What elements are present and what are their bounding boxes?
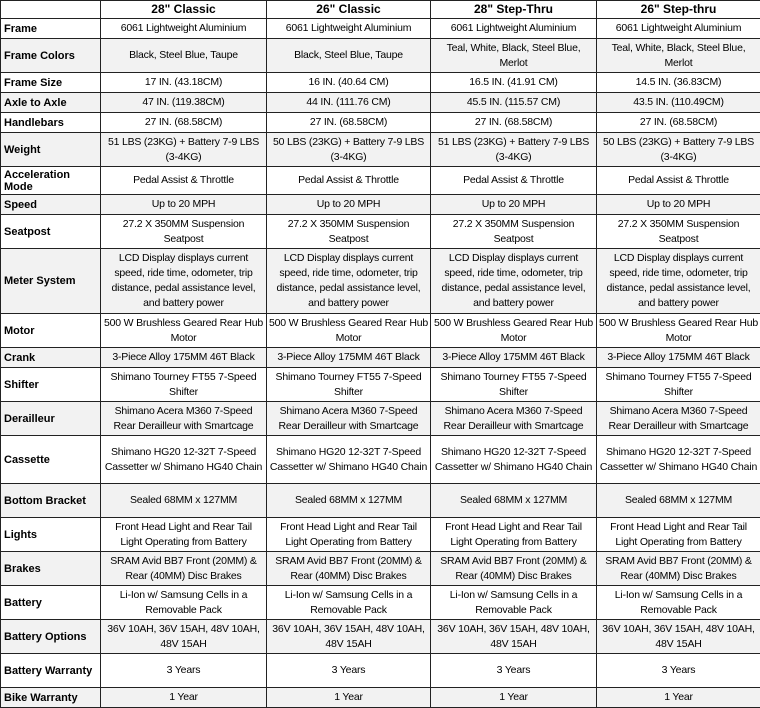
spec-row: [1, 436, 760, 484]
spec-row: [1, 620, 760, 654]
spec-cell: Black, Steel Blue, Taupe: [267, 39, 431, 73]
spec-cell: 45.5 IN. (115.57 CM): [431, 93, 597, 113]
spec-cell: Front Head Light and Rear Tail Light Operating from Battery: [267, 518, 431, 552]
row-label: Handlebars: [1, 113, 101, 133]
spec-cell: 6061 Lightweight Aluminium: [267, 19, 431, 39]
corner-cell: [1, 1, 101, 19]
spec-cell: 3 Years: [431, 654, 597, 688]
spec-cell: SRAM Avid BB7 Front (20MM) & Rear (40MM) Disc Brakes: [101, 552, 267, 586]
spec-cell: 1 Year: [101, 688, 267, 708]
spec-cell: 27 IN. (68.58CM): [431, 113, 597, 133]
spec-cell: 3 Years: [267, 654, 431, 688]
spec-cell: Shimano HG20 12-32T 7-Speed Cassetter w/ Shimano HG40 Chain: [431, 436, 597, 484]
spec-cell: Pedal Assist & Throttle: [267, 167, 431, 195]
row-label: Derailleur: [1, 402, 101, 436]
spec-row: [1, 688, 760, 708]
spec-cell: 36V 10AH, 36V 15AH, 48V 10AH, 48V 15AH: [101, 620, 267, 654]
spec-cell: Li-Ion w/ Samsung Cells in a Removable Pack: [267, 586, 431, 620]
spec-cell: LCD Display displays current speed, ride time, odometer, trip distance, pedal assistance level, and battery power: [267, 249, 431, 314]
row-label: Shifter: [1, 368, 101, 402]
row-label: Lights: [1, 518, 101, 552]
spec-row: [1, 368, 760, 402]
spec-row: [1, 484, 760, 518]
spec-cell: Front Head Light and Rear Tail Light Operating from Battery: [101, 518, 267, 552]
spec-cell: 27.2 X 350MM Suspension Seatpost: [597, 215, 760, 249]
spec-cell: 17 IN. (43.18CM): [101, 73, 267, 93]
row-label: Battery Options: [1, 620, 101, 654]
spec-cell: Up to 20 MPH: [267, 195, 431, 215]
spec-row: [1, 402, 760, 436]
spec-cell: 27.2 X 350MM Suspension Seatpost: [431, 215, 597, 249]
spec-cell: 51 LBS (23KG) + Battery 7-9 LBS (3-4KG): [431, 133, 597, 167]
spec-cell: 14.5 IN. (36.83CM): [597, 73, 760, 93]
spec-cell: 500 W Brushless Geared Rear Hub Motor: [267, 314, 431, 348]
spec-cell: 51 LBS (23KG) + Battery 7-9 LBS (3-4KG): [101, 133, 267, 167]
spec-cell: 6061 Lightweight Aluminium: [431, 19, 597, 39]
row-label: Bike Warranty: [1, 688, 101, 708]
spec-row: [1, 93, 760, 113]
spec-row: [1, 19, 760, 39]
spec-cell: 500 W Brushless Geared Rear Hub Motor: [101, 314, 267, 348]
spec-cell: Pedal Assist & Throttle: [101, 167, 267, 195]
row-label: Bottom Bracket: [1, 484, 101, 518]
spec-cell: Li-Ion w/ Samsung Cells in a Removable Pack: [431, 586, 597, 620]
column-header-26-classic: 26" Classic: [267, 1, 431, 19]
spec-cell: 1 Year: [431, 688, 597, 708]
spec-cell: 50 LBS (23KG) + Battery 7-9 LBS (3-4KG): [267, 133, 431, 167]
row-label: Cassette: [1, 436, 101, 484]
row-label: Motor: [1, 314, 101, 348]
spec-row: [1, 195, 760, 215]
spec-cell: Sealed 68MM x 127MM: [101, 484, 267, 518]
spec-cell: 16 IN. (40.64 CM): [267, 73, 431, 93]
spec-row: [1, 518, 760, 552]
spec-cell: 27 IN. (68.58CM): [267, 113, 431, 133]
row-label: Battery Warranty: [1, 654, 101, 688]
spec-cell: 27.2 X 350MM Suspension Seatpost: [267, 215, 431, 249]
row-label: Crank: [1, 348, 101, 368]
spec-cell: 500 W Brushless Geared Rear Hub Motor: [431, 314, 597, 348]
spec-cell: 47 IN. (119.38CM): [101, 93, 267, 113]
column-header-28-step-thru: 28" Step-Thru: [431, 1, 597, 19]
spec-cell: 500 W Brushless Geared Rear Hub Motor: [597, 314, 760, 348]
spec-row: [1, 586, 760, 620]
row-label: Battery: [1, 586, 101, 620]
row-label: Acceleration Mode: [1, 167, 101, 195]
column-header-28-classic: 28" Classic: [101, 1, 267, 19]
spec-cell: Up to 20 MPH: [431, 195, 597, 215]
spec-cell: Front Head Light and Rear Tail Light Operating from Battery: [597, 518, 760, 552]
spec-cell: LCD Display displays current speed, ride time, odometer, trip distance, pedal assistance level, and battery power: [597, 249, 760, 314]
spec-cell: Teal, White, Black, Steel Blue, Merlot: [597, 39, 760, 73]
spec-row: [1, 348, 760, 368]
spec-cell: Shimano Tourney FT55 7-Speed Shifter: [101, 368, 267, 402]
spec-cell: SRAM Avid BB7 Front (20MM) & Rear (40MM) Disc Brakes: [267, 552, 431, 586]
spec-cell: Black, Steel Blue, Taupe: [101, 39, 267, 73]
spec-row: [1, 552, 760, 586]
spec-cell: SRAM Avid BB7 Front (20MM) & Rear (40MM) Disc Brakes: [597, 552, 760, 586]
spec-cell: Up to 20 MPH: [101, 195, 267, 215]
spec-cell: Shimano Tourney FT55 7-Speed Shifter: [431, 368, 597, 402]
row-label: Frame: [1, 19, 101, 39]
spec-row: [1, 654, 760, 688]
spec-cell: SRAM Avid BB7 Front (20MM) & Rear (40MM) Disc Brakes: [431, 552, 597, 586]
header-row: [1, 1, 760, 19]
spec-row: [1, 133, 760, 167]
spec-cell: LCD Display displays current speed, ride time, odometer, trip distance, pedal assistance level, and battery power: [431, 249, 597, 314]
spec-cell: 3-Piece Alloy 175MM 46T Black: [597, 348, 760, 368]
row-label: Frame Colors: [1, 39, 101, 73]
spec-cell: 3 Years: [597, 654, 760, 688]
spec-cell: 3 Years: [101, 654, 267, 688]
spec-cell: Shimano HG20 12-32T 7-Speed Cassetter w/ Shimano HG40 Chain: [597, 436, 760, 484]
spec-cell: 36V 10AH, 36V 15AH, 48V 10AH, 48V 15AH: [431, 620, 597, 654]
spec-cell: Front Head Light and Rear Tail Light Operating from Battery: [431, 518, 597, 552]
row-label: Meter System: [1, 249, 101, 314]
row-label: Axle to Axle: [1, 93, 101, 113]
spec-cell: Sealed 68MM x 127MM: [267, 484, 431, 518]
spec-cell: LCD Display displays current speed, ride time, odometer, trip distance, pedal assistance level, and battery power: [101, 249, 267, 314]
spec-cell: 27 IN. (68.58CM): [597, 113, 760, 133]
spec-cell: 27 IN. (68.58CM): [101, 113, 267, 133]
spec-cell: Shimano HG20 12-32T 7-Speed Cassetter w/ Shimano HG40 Chain: [101, 436, 267, 484]
spec-cell: 3-Piece Alloy 175MM 46T Black: [101, 348, 267, 368]
spec-row: [1, 73, 760, 93]
spec-row: [1, 215, 760, 249]
spec-cell: Shimano Acera M360 7-Speed Rear Derailleur with Smartcage: [101, 402, 267, 436]
spec-cell: 6061 Lightweight Aluminium: [597, 19, 760, 39]
spec-cell: Sealed 68MM x 127MM: [431, 484, 597, 518]
spec-row: [1, 314, 760, 348]
spec-cell: 36V 10AH, 36V 15AH, 48V 10AH, 48V 15AH: [267, 620, 431, 654]
spec-cell: Up to 20 MPH: [597, 195, 760, 215]
spec-cell: 50 LBS (23KG) + Battery 7-9 LBS (3-4KG): [597, 133, 760, 167]
row-label: Speed: [1, 195, 101, 215]
spec-cell: 44 IN. (111.76 CM): [267, 93, 431, 113]
spec-cell: 6061 Lightweight Aluminium: [101, 19, 267, 39]
spec-row: [1, 39, 760, 73]
row-label: Seatpost: [1, 215, 101, 249]
spec-cell: Shimano Acera M360 7-Speed Rear Derailleur with Smartcage: [267, 402, 431, 436]
spec-cell: Li-Ion w/ Samsung Cells in a Removable Pack: [101, 586, 267, 620]
spec-cell: Shimano HG20 12-32T 7-Speed Cassetter w/ Shimano HG40 Chain: [267, 436, 431, 484]
spec-cell: Pedal Assist & Throttle: [597, 167, 760, 195]
spec-cell: Shimano Tourney FT55 7-Speed Shifter: [267, 368, 431, 402]
spec-cell: Shimano Tourney FT55 7-Speed Shifter: [597, 368, 760, 402]
spec-cell: 1 Year: [267, 688, 431, 708]
spec-row: [1, 249, 760, 314]
spec-cell: 43.5 IN. (110.49CM): [597, 93, 760, 113]
spec-cell: 3-Piece Alloy 175MM 46T Black: [267, 348, 431, 368]
spec-cell: Li-Ion w/ Samsung Cells in a Removable Pack: [597, 586, 760, 620]
spec-cell: 1 Year: [597, 688, 760, 708]
spec-cell: 36V 10AH, 36V 15AH, 48V 10AH, 48V 15AH: [597, 620, 760, 654]
spec-cell: 3-Piece Alloy 175MM 46T Black: [431, 348, 597, 368]
spec-cell: Pedal Assist & Throttle: [431, 167, 597, 195]
spec-cell: 16.5 IN. (41.91 CM): [431, 73, 597, 93]
spec-row: [1, 167, 760, 195]
spec-cell: Sealed 68MM x 127MM: [597, 484, 760, 518]
column-header-26-step-thru: 26" Step-thru: [597, 1, 760, 19]
spec-cell: Teal, White, Black, Steel Blue, Merlot: [431, 39, 597, 73]
spec-row: [1, 113, 760, 133]
spec-cell: Shimano Acera M360 7-Speed Rear Derailleur with Smartcage: [597, 402, 760, 436]
row-label: Brakes: [1, 552, 101, 586]
spec-cell: Shimano Acera M360 7-Speed Rear Derailleur with Smartcage: [431, 402, 597, 436]
row-label: Weight: [1, 133, 101, 167]
spec-cell: 27.2 X 350MM Suspension Seatpost: [101, 215, 267, 249]
row-label: Frame Size: [1, 73, 101, 93]
